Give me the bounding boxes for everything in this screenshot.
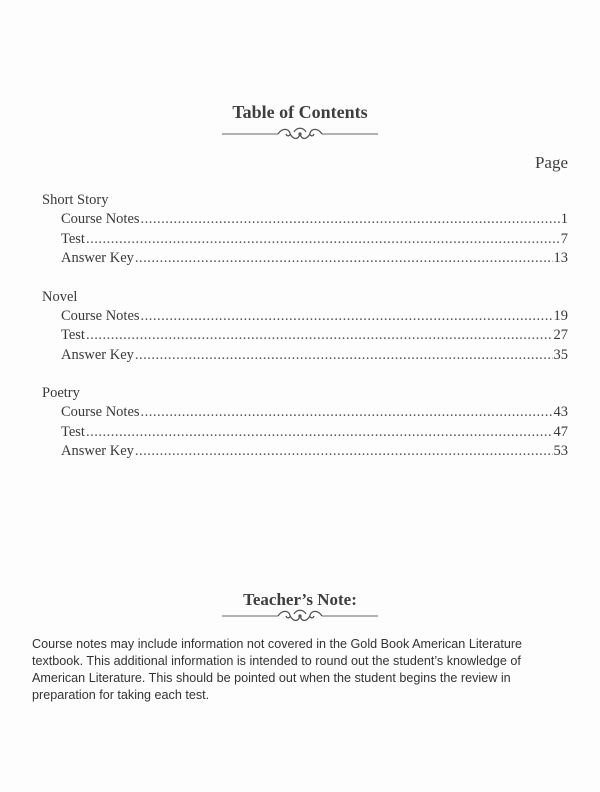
toc-entry-page: 35: [553, 346, 568, 363]
toc-entry-page: 27: [553, 327, 568, 343]
toc-entry-label: Test: [61, 327, 85, 343]
toc-entry-label: Course Notes: [61, 211, 140, 227]
toc-entry-label: Course Notes: [61, 404, 140, 420]
toc-entry-page: 7: [560, 230, 568, 247]
toc-entry: [42, 210, 568, 230]
toc-entry-label: Course Notes: [61, 307, 140, 324]
toc-entry-page: 19: [553, 307, 568, 324]
toc-entry-page: 53: [553, 443, 568, 459]
toc-entry: [42, 249, 568, 269]
toc-entry: [42, 423, 568, 443]
toc-list: [42, 190, 568, 480]
page-column-header: Page: [534, 153, 568, 172]
toc-entry-page: 47: [553, 423, 568, 440]
teacher-note-body: Course notes may include information not covered in the Gold Book American Literature textbook. This additional information is intended to round out the student’s knowledge of American Literature. This should be pointed out when the student begins the review in preparation for taking each test.: [32, 637, 523, 702]
toc-section: [42, 383, 568, 462]
toc-section: [42, 190, 568, 269]
toc-section-title: Short Story: [42, 192, 109, 208]
toc-entry: [42, 230, 568, 250]
toc-entry-page: 1: [560, 211, 568, 227]
toc-section-title: Poetry: [42, 385, 80, 401]
toc-entry: [42, 346, 568, 366]
toc-entry-label: Test: [61, 230, 85, 247]
teacher-note-title: Teacher’s Note:: [243, 590, 357, 609]
toc-entry: [42, 307, 568, 327]
toc-entry: [42, 442, 568, 462]
toc-entry-label: Test: [61, 423, 85, 440]
toc-entry: [42, 326, 568, 346]
toc-entry-label: Answer Key: [61, 250, 134, 266]
toc-section-title: Novel: [42, 288, 78, 305]
toc-section: [42, 287, 568, 366]
toc-entry-page: 43: [553, 404, 568, 420]
toc-entry-label: Answer Key: [61, 443, 134, 459]
toc-entry: [42, 403, 568, 423]
toc-entry-label: Answer Key: [61, 346, 134, 363]
flourish-divider-icon: [220, 605, 380, 627]
flourish-divider-icon: [220, 123, 380, 145]
page-title: Table of Contents: [232, 102, 368, 122]
toc-entry-page: 13: [553, 250, 568, 266]
